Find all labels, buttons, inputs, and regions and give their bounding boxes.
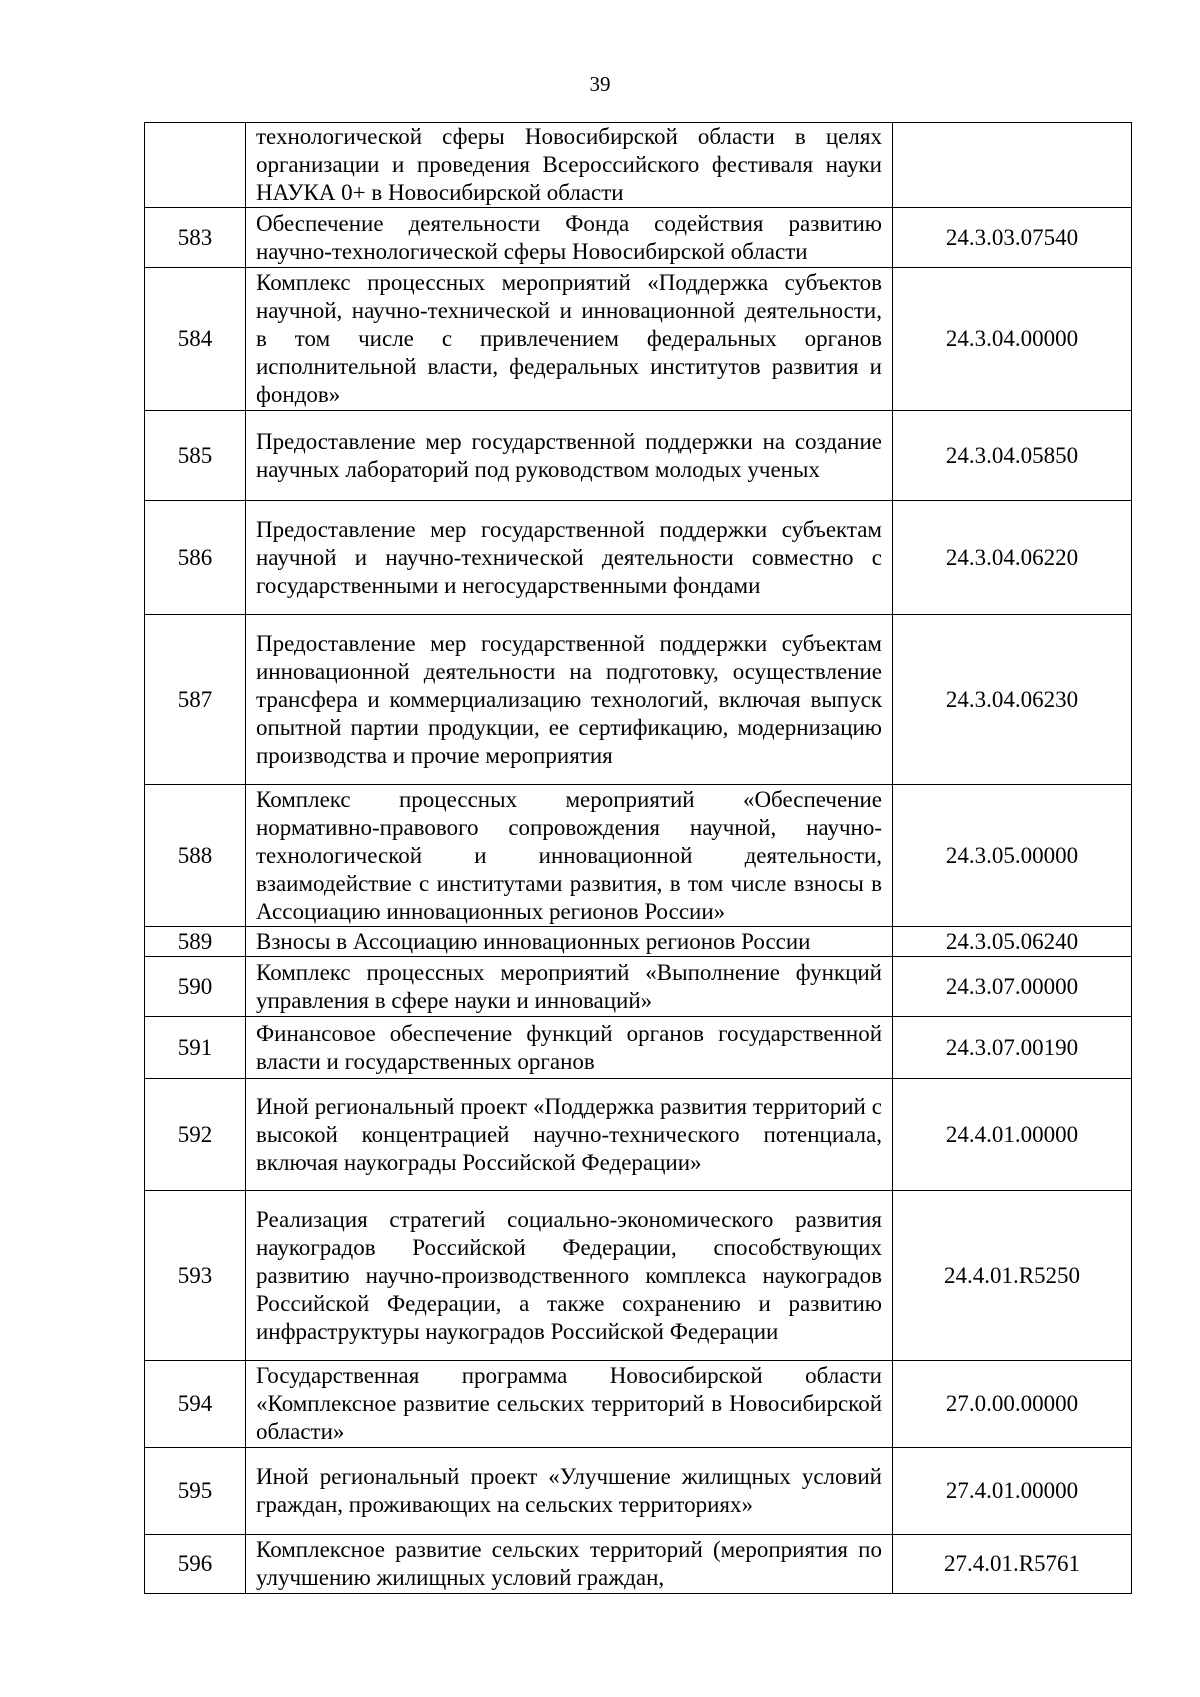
row-name: Комплекс процессных мероприятий «Выполнение функций управления в сфере науки и инноваций» [246,957,893,1017]
row-code [893,123,1132,208]
row-name: Иной региональный проект «Поддержка развития территорий с высокой концентрацией научно-технического потенциала, включая наукограды Российской Федерации» [246,1079,893,1191]
row-name: Реализация стратегий социально-экономического развития наукоградов Российской Федерации, способствующих развитию научно-производственного комплекса наукоградов Российской Федерации, а также сохранению и развитию инфраструктуры наукоградов Российской Федерации [246,1191,893,1361]
row-code: 24.4.01.R5250 [893,1191,1132,1361]
row-number: 587 [145,615,246,785]
row-code: 27.0.00.00000 [893,1361,1132,1448]
row-code: 27.4.01.R5761 [893,1535,1132,1594]
row-code: 24.3.04.05850 [893,411,1132,501]
row-number: 593 [145,1191,246,1361]
row-code: 24.3.05.00000 [893,785,1132,927]
row-code: 24.3.04.06230 [893,615,1132,785]
table-row [145,1079,1132,1191]
table-row [145,268,1132,411]
row-number: 595 [145,1448,246,1535]
row-number: 590 [145,957,246,1017]
table-row [145,927,1132,957]
row-code: 24.3.07.00190 [893,1017,1132,1079]
budget-classification-table [144,122,1132,1594]
page-number: 39 [589,72,611,96]
row-name: Государственная программа Новосибирской области «Комплексное развитие сельских территорий в Новосибирской области» [246,1361,893,1448]
row-name: Взносы в Ассоциацию инновационных регионов России [246,927,893,957]
table-row [145,501,1132,615]
table-row [145,957,1132,1017]
table-row [145,1017,1132,1079]
row-name: Предоставление мер государственной поддержки на создание научных лабораторий под руководством молодых ученых [246,411,893,501]
table-row [145,208,1132,268]
row-name: Предоставление мер государственной поддержки субъектам научной и научно-технической деятельности совместно с государственными и негосударственными фондами [246,501,893,615]
row-code: 24.3.05.06240 [893,927,1132,957]
table-row [145,615,1132,785]
row-number: 583 [145,208,246,268]
row-name: Финансовое обеспечение функций органов государственной власти и государственных органов [246,1017,893,1079]
row-number: 589 [145,927,246,957]
row-number: 585 [145,411,246,501]
row-code: 24.3.04.06220 [893,501,1132,615]
row-number: 588 [145,785,246,927]
table-row [145,411,1132,501]
row-code: 27.4.01.00000 [893,1448,1132,1535]
table-row [145,1361,1132,1448]
row-code: 24.4.01.00000 [893,1079,1132,1191]
row-name: Комплекс процессных мероприятий «Обеспечение нормативно-правового сопровождения научной, научно-технологической и инновационной деятельности, взаимодействие с институтами развития, в том числе взносы в Ассоциацию инновационных регионов России» [246,785,893,927]
row-name: Комплекс процессных мероприятий «Поддержка субъектов научной, научно-технической и инновационной деятельности, в том числе с привлечением федеральных органов исполнительной власти, федеральных институтов развития и фондов» [246,268,893,411]
table-row [145,123,1132,208]
table-row [145,785,1132,927]
row-name: технологической сферы Новосибирской области в целях организации и проведения Всероссийского фестиваля науки НАУКА 0+ в Новосибирской области [246,123,893,208]
row-number: 594 [145,1361,246,1448]
row-code: 24.3.07.00000 [893,957,1132,1017]
row-number: 596 [145,1535,246,1594]
row-name: Обеспечение деятельности Фонда содействия развитию научно-технологической сферы Новосибирской области [246,208,893,268]
row-number [145,123,246,208]
row-code: 24.3.04.00000 [893,268,1132,411]
row-number: 586 [145,501,246,615]
row-code: 24.3.03.07540 [893,208,1132,268]
row-name: Комплексное развитие сельских территорий (мероприятия по улучшению жилищных условий граждан, [246,1535,893,1594]
row-name: Иной региональный проект «Улучшение жилищных условий граждан, проживающих на сельских территориях» [246,1448,893,1535]
table-row [145,1448,1132,1535]
table-row [145,1191,1132,1361]
table-row [145,1535,1132,1594]
row-number: 584 [145,268,246,411]
row-number: 591 [145,1017,246,1079]
row-name: Предоставление мер государственной поддержки субъектам инновационной деятельности на подготовку, осуществление трансфера и коммерциализацию технологий, включая выпуск опытной партии продукции, ее сертификацию, модернизацию производства и прочие мероприятия [246,615,893,785]
row-number: 592 [145,1079,246,1191]
